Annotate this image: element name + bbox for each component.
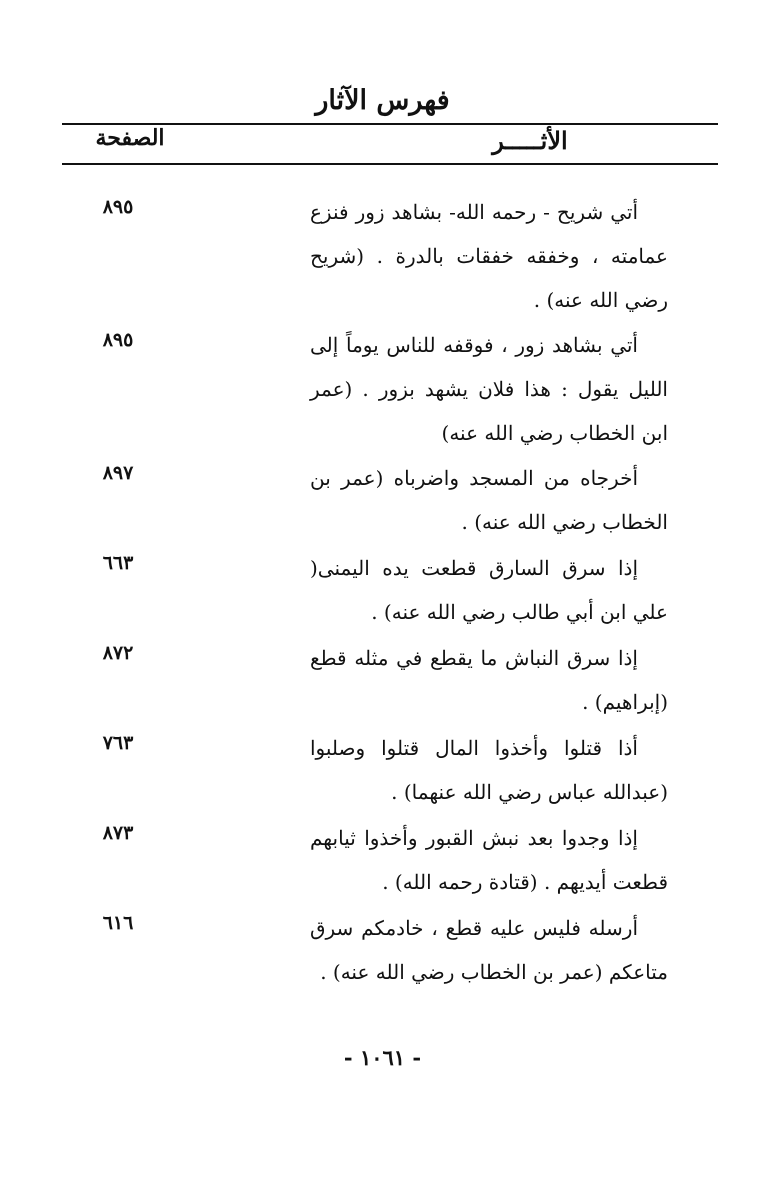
entry-page-number: ٨٧٣ <box>102 822 134 844</box>
entry-page-number: ٨٧٢ <box>102 642 134 664</box>
entry-text: أتي شريح - رحمه الله- بشاهد زور فنزع عمامته ، وخفقه خفقات بالدرة . (شريح رضي الله عنه) . <box>310 200 668 312</box>
entry-page-number: ٧٦٣ <box>102 732 134 754</box>
column-header-athar: الأثـــــر <box>492 126 568 155</box>
entry-text: أرسله فليس عليه قطع ، خادمكم سرق متاعكم (عمر بن الخطاب رضي الله عنه) . <box>310 916 668 984</box>
entry-page-number: ٦٦٣ <box>102 552 134 574</box>
page-title: فهرس الآثار <box>315 85 450 116</box>
entry-text: إذا وجدوا بعد نبش القبور وأخذوا ثيابهم قطعت أيديهم . (قتادة رحمه الله) . <box>310 826 668 894</box>
entry-page-number: ٨٩٥ <box>102 196 134 218</box>
entry-page-number: ٦١٦ <box>102 912 134 934</box>
entry-text: أذا قتلوا وأخذوا المال قتلوا وصلبوا (عبدالله عباس رضي الله عنهما) . <box>310 736 668 804</box>
entry-text: أخرجاه من المسجد واضرباه (عمر بن الخطاب رضي الله عنه) . <box>310 466 668 534</box>
header-bottom-rule <box>62 163 718 165</box>
footer-page-number: - ١٠٦١ - <box>343 1045 422 1070</box>
entry-text: أتي بشاهد زور ، فوقفه للناس يوماً إلى الليل يقول : هذا فلان يشهد بزور . (عمر ابن الخطاب رضي الله عنه) <box>310 333 668 445</box>
column-header-page: الصفحة <box>95 125 165 151</box>
entry-page-number: ٨٩٥ <box>102 329 134 351</box>
entry-page-number: ٨٩٧ <box>102 462 134 484</box>
entry-text: إذا سرق السارق قطعت يده اليمنى( علي ابن أبي طالب رضي الله عنه) . <box>310 556 668 624</box>
entry-text: إذا سرق النباش ما يقطع في مثله قطع (إبراهيم) . <box>310 646 668 714</box>
